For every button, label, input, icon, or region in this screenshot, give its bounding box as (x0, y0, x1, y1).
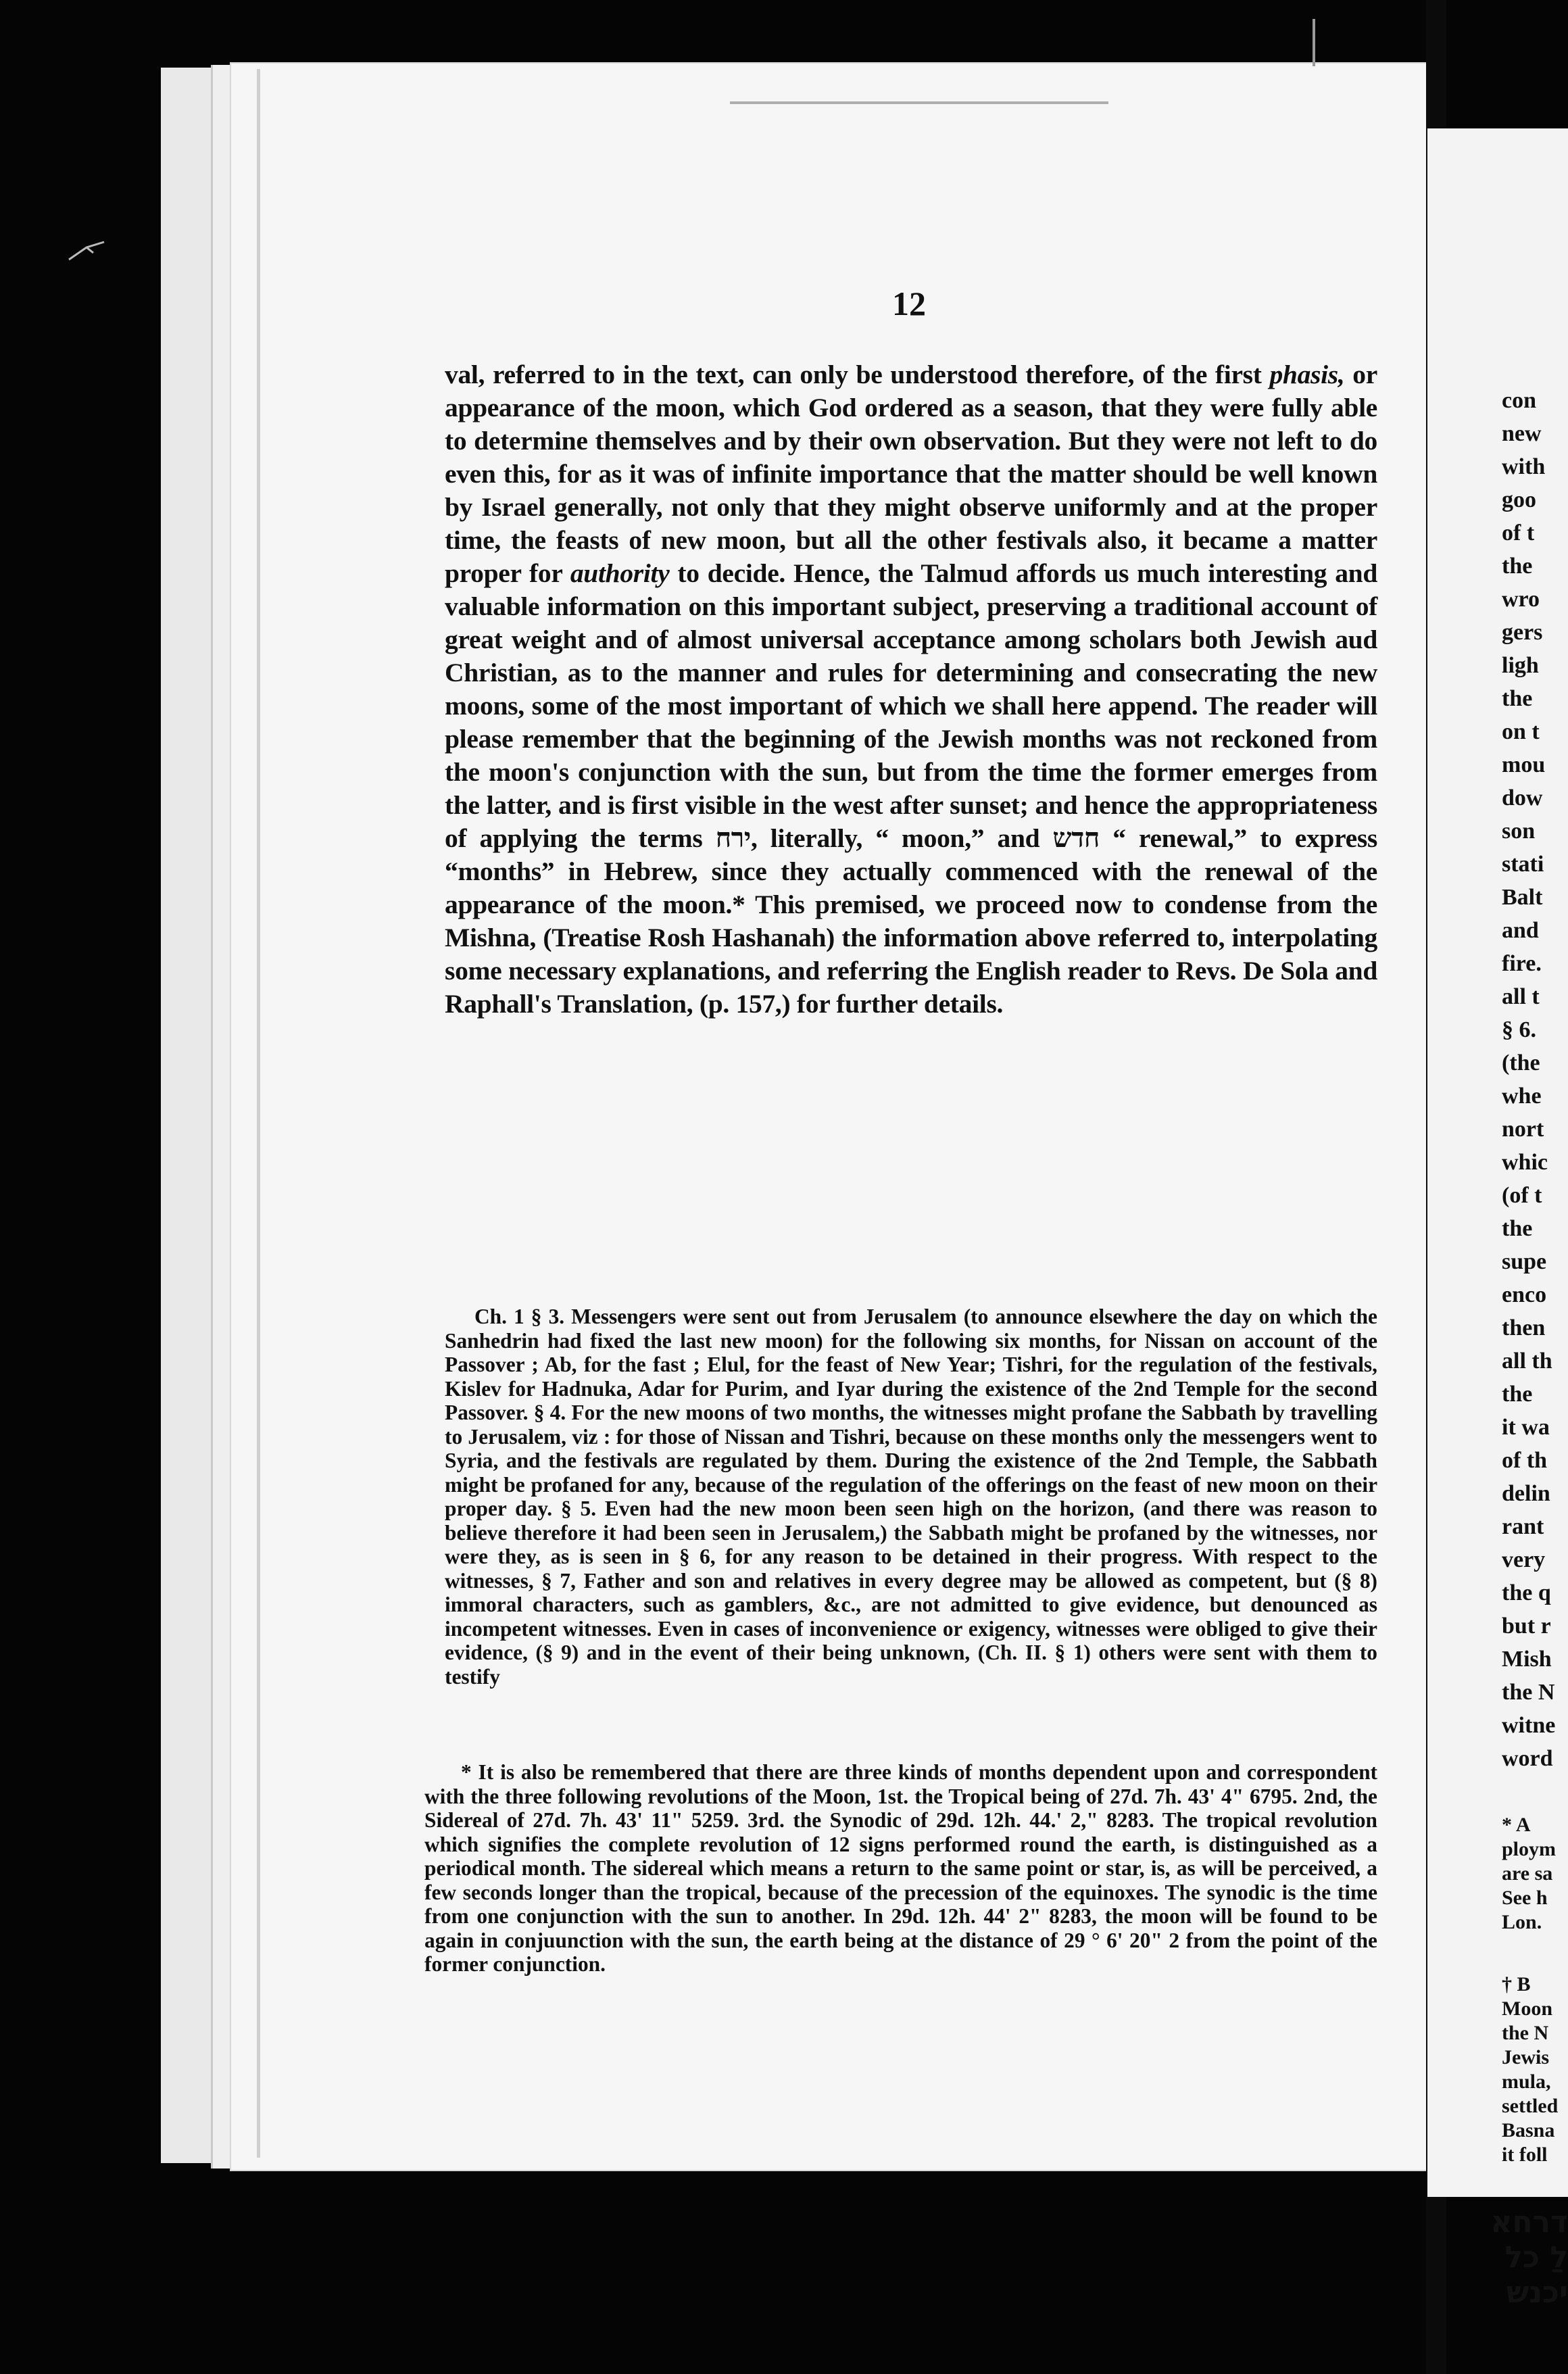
right-line: with (1502, 454, 1546, 479)
right-note-line: mula, (1502, 2070, 1551, 2093)
right-line: nort (1502, 1117, 1544, 1142)
right-line: whic (1502, 1150, 1548, 1175)
right-line: fire. (1502, 951, 1542, 976)
right-hebrew-line: לַ כל (1504, 2240, 1568, 2275)
right-line: con (1502, 388, 1536, 413)
right-line: it wa (1502, 1415, 1550, 1440)
right-line: word (1502, 1746, 1553, 1771)
page-fold-edge (257, 69, 260, 2158)
right-note-line: Basna (1502, 2119, 1555, 2141)
right-note-line: settled (1502, 2095, 1559, 2117)
body-text-run: to decide. Hence, the Talmud affords us much interesting and valuable information on this important subject, preserving a traditional account of great weight and of almost universal acceptance among scholars both Jewish aud Christian, as to the manner and rules for determining and consecrating the new moons, some of the most important of which we shall here append. The reader will please remember that the beginning of the Jewish months was not reckoned from the moon's conjunction with the sun, but from the time the former emerges from the latter, and is first visible in the west after sunset; and hence the appropriateness of applying the terms ירח, literally, “ moon,” and חדש “ renewal,” to express “months” in Hebrew, since they actually commenced with the renewal of the appearance of the moon.* This premised, we proceed now to condense from the Mishna, (Treatise Rosh Hashanah) the information above referred to, interpolating some necessary explanations, and referring the English reader to Revs. De Sola and Raphall's Translation, (p. 157,) for further details. (445, 558, 1377, 1019)
right-line: very (1502, 1547, 1546, 1572)
right-line: and (1502, 918, 1539, 943)
main-body-text (445, 358, 1377, 1021)
right-note-line: ploym (1502, 1838, 1557, 1860)
right-line: the (1502, 1216, 1533, 1241)
right-line: the (1502, 554, 1533, 579)
right-line: the (1502, 1382, 1533, 1407)
right-line: of t (1502, 520, 1535, 546)
right-line: delin (1502, 1481, 1550, 1506)
right-line: on t (1502, 719, 1540, 744)
body-text-run: or appearance of the moon, which God ordered as a season, that they were fully able to determine themselves and by their own observation. But they were not left to do even this, for as it was of infinite importance that the matter should be well known by Israel generally, not only that they might observe uniformly and at the proper time, the feasts of new moon, but all the other festivals also, it became a matter proper for (445, 360, 1377, 588)
right-line: ligh (1502, 653, 1539, 678)
right-line: dow (1502, 785, 1543, 810)
scan-speck-mark (66, 238, 107, 262)
right-note-line: are sa (1502, 1862, 1553, 1885)
right-note-line: the N (1502, 2022, 1549, 2044)
right-line: gers (1502, 620, 1543, 645)
right-line: of th (1502, 1448, 1548, 1473)
right-line: all t (1502, 984, 1540, 1009)
right-line: wro (1502, 587, 1540, 612)
right-line: all th (1502, 1349, 1552, 1374)
page-top-smudge (730, 101, 1108, 104)
italic-authority: authority (570, 558, 670, 588)
right-hebrew-line: דרחא (1490, 2205, 1568, 2239)
right-spacer (1502, 1935, 1568, 1972)
right-line: goo (1502, 487, 1536, 512)
right-line: the N (1502, 1680, 1555, 1705)
body-text-run: val, referred to in the text, can only be understood therefore, of the first (445, 360, 1270, 389)
right-line: witne (1502, 1713, 1556, 1738)
footnote (424, 1760, 1377, 1977)
right-line: Mish (1502, 1647, 1552, 1672)
right-line: (the (1502, 1050, 1540, 1075)
right-line: supe (1502, 1249, 1547, 1274)
right-line: rant (1502, 1514, 1544, 1539)
page-number: 12 (892, 285, 926, 322)
body-paragraph (445, 358, 1377, 1021)
right-line: then (1502, 1315, 1546, 1340)
right-spacer (1502, 1775, 1568, 1813)
right-line: enco (1502, 1282, 1547, 1307)
right-note-line: * A (1502, 1814, 1531, 1836)
right-line: (of t (1502, 1183, 1542, 1208)
mishna-summary-text (445, 1305, 1377, 1689)
right-line: Balt (1502, 885, 1543, 910)
right-spacer (1502, 2167, 1568, 2205)
right-line: son (1502, 819, 1536, 844)
right-line: whe (1502, 1084, 1542, 1109)
right-line: new (1502, 421, 1542, 446)
footnote-paragraph: * It is also be remembered that there are three kinds of months dependent upon and correspondent with the three following revolutions of the Moon, 1st. the Tropical being of 27d. 7h. 43' 4" 6795. 2nd, the Sidereal of 27d. 7h. 43' 11" 5259. 3rd. the Synodic of 29d. 12h. 44.' 2," 8283. The tropical revolution which signifies the complete revolution of 12 signs performed round the earth, is distinguished as a periodical month. The sidereal which means a return to the same point or star, is, as will be perceived, a few seconds longer than the tropical, because of the precession of the equinoxes. The synodic is the time from one conjunction with the sun to another. In 29d. 12h. 44' 2" 8283, the moon will be found to be again in conjuunction with the sun, the earth being at the distance of 29 ° 6' 20" 2 from the point of the former conjunction. (424, 1760, 1377, 1976)
right-line: the q (1502, 1580, 1551, 1605)
right-line: mou (1502, 752, 1546, 777)
right-line: the (1502, 686, 1533, 711)
right-line: § 6. (1502, 1017, 1536, 1042)
mishna-paragraph: Ch. 1 § 3. Messengers were sent out from Jerusalem (to announce elsewhere the day on which the Sanhedrin had fixed the last new moon) for the following six months, for Nissan on account of the Passover ; Ab, for the fast ; Elul, for the feast of New Year; Tishri, for the regulation of the festivals, Kislev for Hadnuka, Adar for Purim, and Iyar during the existence of the 2nd Temple for the second Passover. § 4. For the new moons of two months, the witnesses might profane the Sabbath by travelling to Jerusalem, viz : for those of Nissan and Tishri, because on these months only the messengers went to Syria, and the festivals are regulated by them. During the existence of the 2nd Temple, the Sabbath might be profaned for any, because of the regulation of the offerings on the feast of new moon on their proper day. § 5. Even had the new moon been seen high on the horizon, (and there was reason to believe therefore it had been seen in Jerusalem,) the Sabbath might be profaned by the witnesses, nor were they, as is seen in § 6, for any reason to be detained in their progress. With respect to the witnesses, § 7, Father and son and relatives in every degree may be allowed as competent, but (§ 8) immoral characters, such as gamblers, &c., are not admitted to give evidence, but denounced as incompetent witnesses. Even in cases of inconvenience or exigency, witnesses were obliged to give their evidence, (§ 9) and in the event of their being unknown, (Ch. II. § 1) others were sent with them to testify (445, 1305, 1377, 1689)
right-note-line: Lon. (1502, 1911, 1542, 1933)
scan-edge-artifact (1304, 19, 1323, 66)
right-line: stati (1502, 852, 1544, 877)
right-note-line: Moon (1502, 1997, 1552, 2020)
right-note-line: Jewis (1502, 2046, 1549, 2068)
right-page-text-column (1490, 384, 1568, 2310)
right-hebrew-line: יכנש (1506, 2275, 1568, 2310)
right-note-line: See h (1502, 1887, 1548, 1909)
right-note-line: it foll (1502, 2143, 1548, 2166)
italic-phasis: phasis, (1269, 360, 1345, 389)
right-line: but r (1502, 1614, 1551, 1639)
right-note-line: † B (1502, 1973, 1531, 1995)
